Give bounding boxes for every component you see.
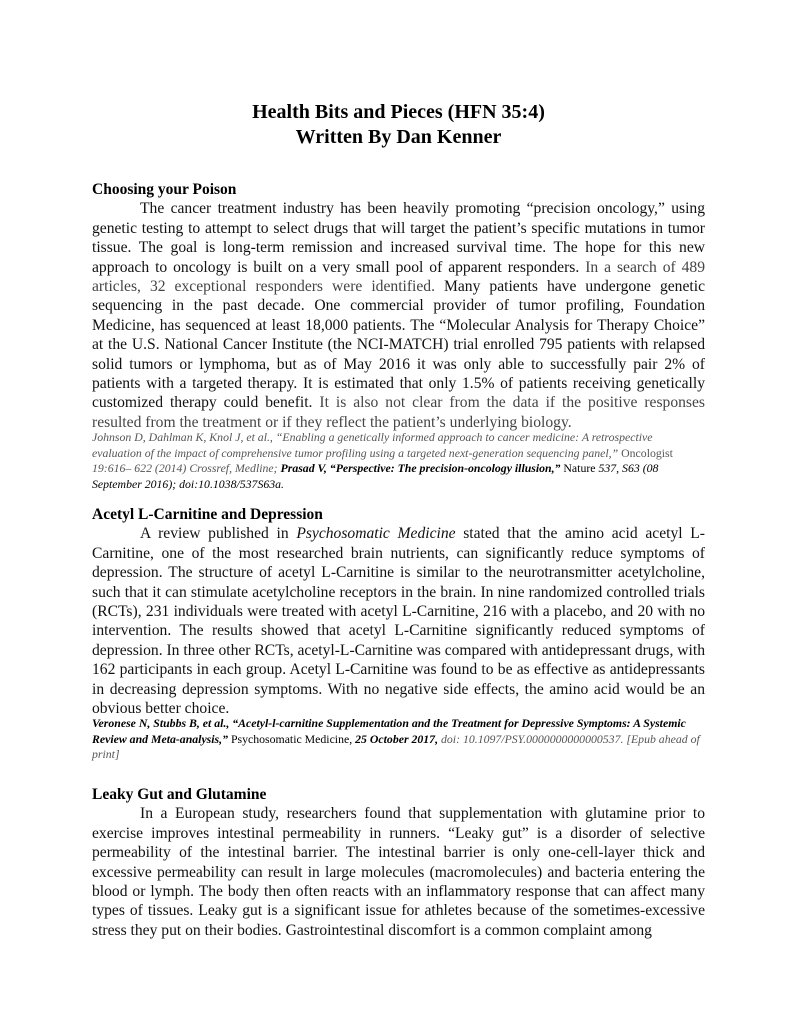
reference-text — [92, 430, 705, 492]
journal-name: Psychosomatic Medicine — [296, 525, 456, 543]
section-heading: Leaky Gut and Glutamine — [92, 786, 267, 803]
section-body — [92, 199, 705, 432]
section-body — [92, 804, 705, 940]
reference-journal: Psychosomatic Medicine, — [228, 731, 353, 746]
body-text-gray: In a search of 489 articles, 32 exceptional responders were identified. — [92, 258, 706, 296]
body-text: A review published in — [140, 525, 297, 543]
reference-citation: Johnson D, Dahlman K, Knol J, et al., “Enabling a genetically informed approach to cancer medicine: A retrospective evaluation of the impact of comprehensive tumor profiling using a targeted next-generation sequencing panel,” — [92, 430, 653, 460]
section-choosing-your-poison — [92, 180, 705, 432]
reference-detail: 19:616– 622 (2014) Crossref, Medline; — [92, 461, 281, 476]
title-line-2: Written By Dan Kenner — [295, 126, 502, 148]
section-heading: Choosing your Poison — [92, 181, 237, 198]
document-title — [92, 100, 705, 150]
reference-detail: 537, S63 (08 September 2016); doi:10.1038/537S63a. — [92, 461, 659, 491]
body-text: stated that the amino acid acetyl L-Carnitine, one of the most researched brain nutrients, can significantly reduce symptoms of depression. The structure of acetyl L-Carnitine is similar to the neurotransmitter acetylcholine, such that it can stimulate acetylcholine receptors in the brain. In nine randomized controlled trials (RCTs), 231 individuals were treated with acetyl L-Carnitine, 216 with a placebo, and 20 with no intervention. The results showed that acetyl L-Carnitine significantly reduced symptoms of depression. In three other RCTs, acetyl-L-Carnitine was compared with antidepressant drugs, with 162 participants in each group. Acetyl L-Carnitine was found to be as effective as antidepressants in decreasing depression symptoms. With no negative side effects, the amino acid would be an obvious better choice. — [92, 525, 705, 718]
reference-journal: Oncologist — [618, 445, 673, 460]
section-reference — [92, 716, 705, 763]
body-text: The cancer treatment industry has been heavily promoting “precision oncology,” using genetic testing to attempt to select drugs that will target the patient’s specific mutations in tumor tissue. The goal is long-term remission and increased survival time. The hope for this new approach to oncology is built on a very small pool of apparent responders. — [92, 200, 705, 276]
title-line-1: Health Bits and Pieces (HFN 35:4) — [252, 101, 545, 123]
reference-citation-bold: Veronese N, Stubbs B, et al., “Acetyl-l-carnitine Supplementation and the Treatment for Depressive Symptoms: A Systemic Review and Meta-analysis,” — [92, 716, 686, 746]
section-reference — [92, 430, 705, 492]
reference-text — [92, 716, 705, 763]
section-body — [92, 524, 705, 718]
reference-date: 25 October 2017, — [352, 731, 439, 746]
reference-journal: Nature — [560, 461, 596, 476]
section-leaky-gut — [92, 785, 705, 940]
section-acetyl-l-carnitine — [92, 505, 705, 718]
reference-doi: doi: 10.1097/PSY.0000000000000537. [Epub ahead of print] — [92, 731, 700, 762]
section-heading: Acetyl L-Carnitine and Depression — [92, 506, 323, 523]
reference-citation-bold: Prasad V, “Perspective: The precision-oncology illusion,” — [280, 461, 561, 476]
body-text-gray: It is also not clear from the data if the positive responses resulted from the treatment or if they reflect the patient’s underlying biology. — [92, 394, 705, 431]
body-text: In a European study, researchers found that supplementation with glutamine prior to exercise improves intestinal permeability in runners. “Leaky gut” is a disorder of selective permeability of the intestinal barrier. The intestinal barrier is only one-cell-layer thick and excessive permeability can result in large molecules (macromolecules) and bacteria entering the blood or lymph. The body then often reacts with an inflammatory response that can affect many types of tissues. Leaky gut is a significant issue for athletes because of the sometimes-excessive stress they put on their bodies. Gastrointestinal discomfort is a common complaint among — [92, 805, 705, 939]
body-text: Many patients have undergone genetic sequencing in the past decade. One commercial provider of tumor profiling, Foundation Medicine, has sequenced at least 18,000 patients. The “Molecular Analysis for Therapy Choice” at the U.S. National Cancer Institute (the NCI-MATCH) trial enrolled 795 patients with relapsed solid tumors or lymphoma, but as of May 2016 it was only able to successfully pair 2% of patients with a targeted therapy. It is estimated that only 1.5% of patients receiving genetically customized therapy could benefit. — [92, 278, 705, 412]
